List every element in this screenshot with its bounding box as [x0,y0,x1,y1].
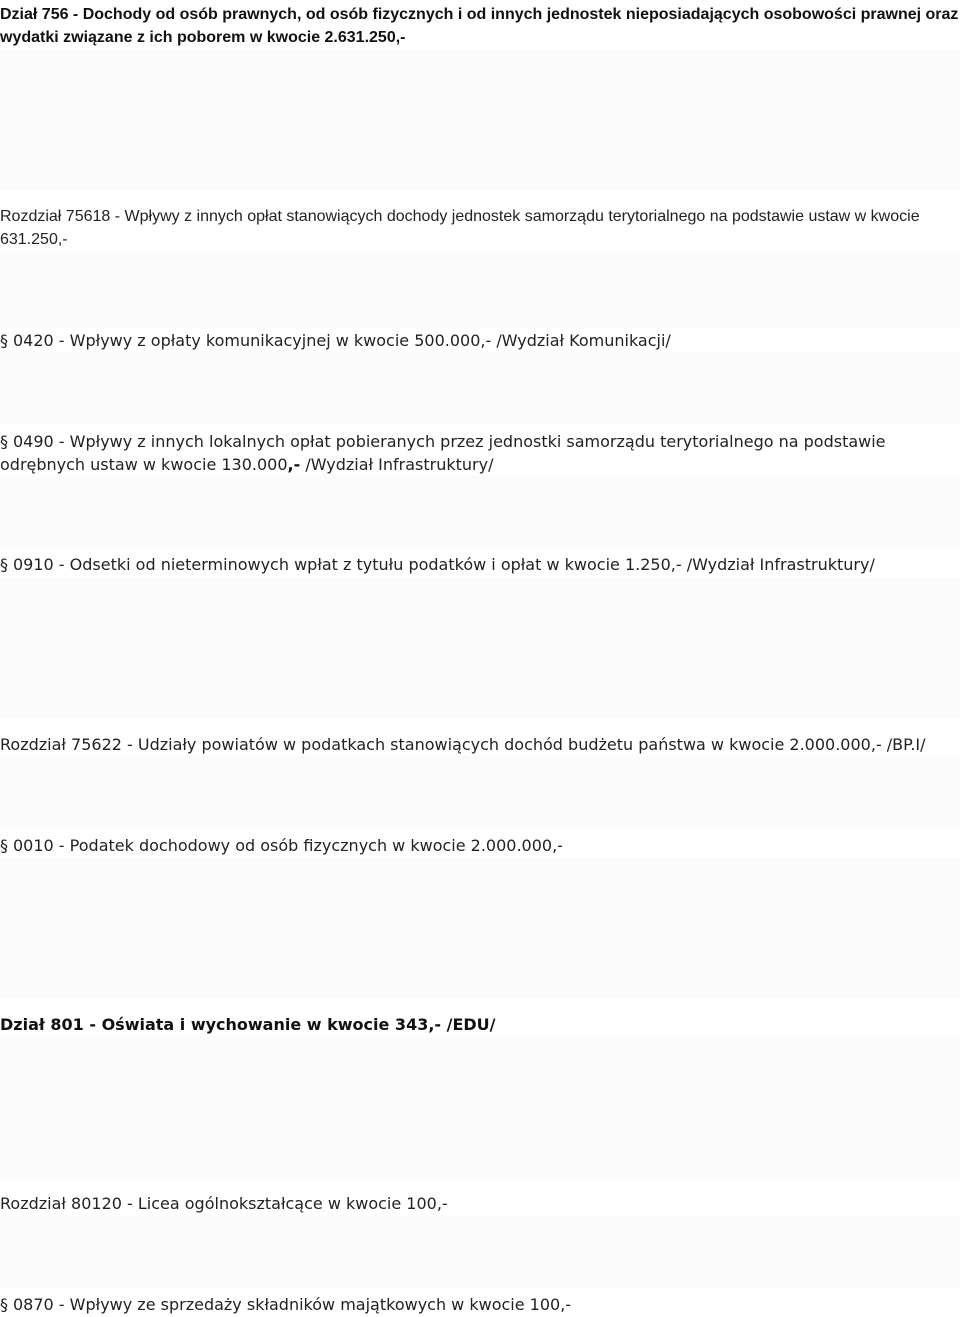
spacer-band [0,578,960,718]
section-sign-icon: § [0,555,8,574]
spacer-band [0,476,960,548]
chapter-heading-75622: Rozdział 75622 - Udziały powiatów w podatkach stanowiących dochód budżetu państwa w kwocie 2.000.000,- /BP.I/ [0,735,926,754]
item-text-bold: ,- [287,455,301,474]
paragraph-item-0010 [0,834,960,857]
spacer-band [0,50,960,190]
item-text: 0870 - Wpływy ze sprzedaży składników majątkowych w kwocie 100,- [13,1295,572,1314]
section-sign-icon: § [0,1295,8,1314]
item-text: 0910 - Odsetki od nieterminowych wpłat z tytułu podatków i opłat w kwocie 1.250,- /Wydział Infrastruktury/ [13,555,875,574]
section-sign-icon: § [0,331,8,350]
paragraph-item-0910 [0,553,960,576]
paragraph-item-0420 [0,329,960,352]
chapter-heading-80120: Rozdział 80120 - Licea ogólnokształcące w kwocie 100,- [0,1194,448,1213]
spacer-band [0,858,960,998]
section-heading-756: Dział 756 - Dochody od osób prawnych, od osób fizycznych i od innych jednostek nieposiadających osobowości prawnej oraz wydatki związane z ich poborem w kwocie 2.631.250,- [0,6,959,46]
item-text: /Wydział Infrastruktury/ [300,455,494,474]
section-sign-icon: § [0,432,8,451]
item-text: 0420 - Wpływy z opłaty komunikacyjnej w kwocie 500.000,- /Wydział Komunikacji/ [13,331,671,350]
chapter-heading-75618: Rozdział 75618 - Wpływy z innych opłat stanowiących dochody jednostek samorządu terytorialnego na podstawie ustaw w kwocie 631.250,- [0,208,920,248]
spacer-band [0,756,960,828]
spacer-band [0,252,960,328]
paragraph-item-0870 [0,1293,960,1316]
item-text: 0490 - Wpływy z innych lokalnych opłat pobieranych przez jednostki samorządu terytorialnego na podstawie odrębnych ustaw w kwocie 130.000 [0,432,886,474]
spacer-band [0,1216,960,1288]
section-sign-icon: § [0,836,8,855]
section-heading-801: Dział 801 - Oświata i wychowanie w kwocie 343,- /EDU/ [0,1015,496,1034]
item-text: 0010 - Podatek dochodowy od osób fizycznych w kwocie 2.000.000,- [13,836,563,855]
paragraph-item-0490 [0,430,960,476]
spacer-band [0,1036,960,1180]
spacer-band [0,352,960,424]
